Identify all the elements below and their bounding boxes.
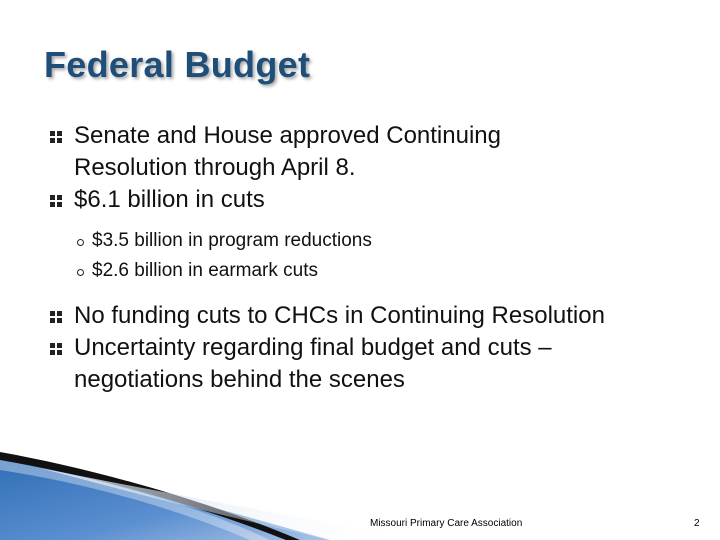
sub-bullet-item: [44, 256, 694, 286]
circle-bullet-icon: [77, 269, 84, 276]
sub-bullet-text: $3.5 billion in program reductions: [92, 230, 372, 251]
bullet-icon: [50, 195, 62, 207]
bullet-icon: [50, 343, 62, 355]
bullet-item: [44, 300, 694, 332]
page-number: 2: [694, 518, 700, 529]
bullet-line: $6.1 billion in cuts: [74, 186, 265, 213]
bullet-line: No funding cuts to CHCs in Continuing Resolution: [74, 302, 605, 329]
bullet-list: [44, 120, 694, 396]
bullet-line: Senate and House approved Continuing: [74, 122, 501, 149]
bullet-item: [44, 332, 694, 396]
bullet-item: [44, 120, 694, 184]
footer-text: Missouri Primary Care Association: [370, 518, 523, 529]
bullet-line: Uncertainty regarding final budget and cuts –: [74, 334, 552, 361]
bullet-line: negotiations behind the scenes: [74, 366, 405, 393]
bullet-item: [44, 184, 694, 216]
circle-bullet-icon: [77, 239, 84, 246]
slide-title: Federal Budget: [44, 44, 311, 85]
bullet-icon: [50, 131, 62, 143]
bullet-icon: [50, 311, 62, 323]
sub-bullet-item: [44, 226, 694, 256]
sub-bullet-text: $2.6 billion in earmark cuts: [92, 260, 318, 281]
decorative-swoosh: [0, 440, 720, 540]
bullet-line: Resolution through April 8.: [74, 154, 356, 181]
